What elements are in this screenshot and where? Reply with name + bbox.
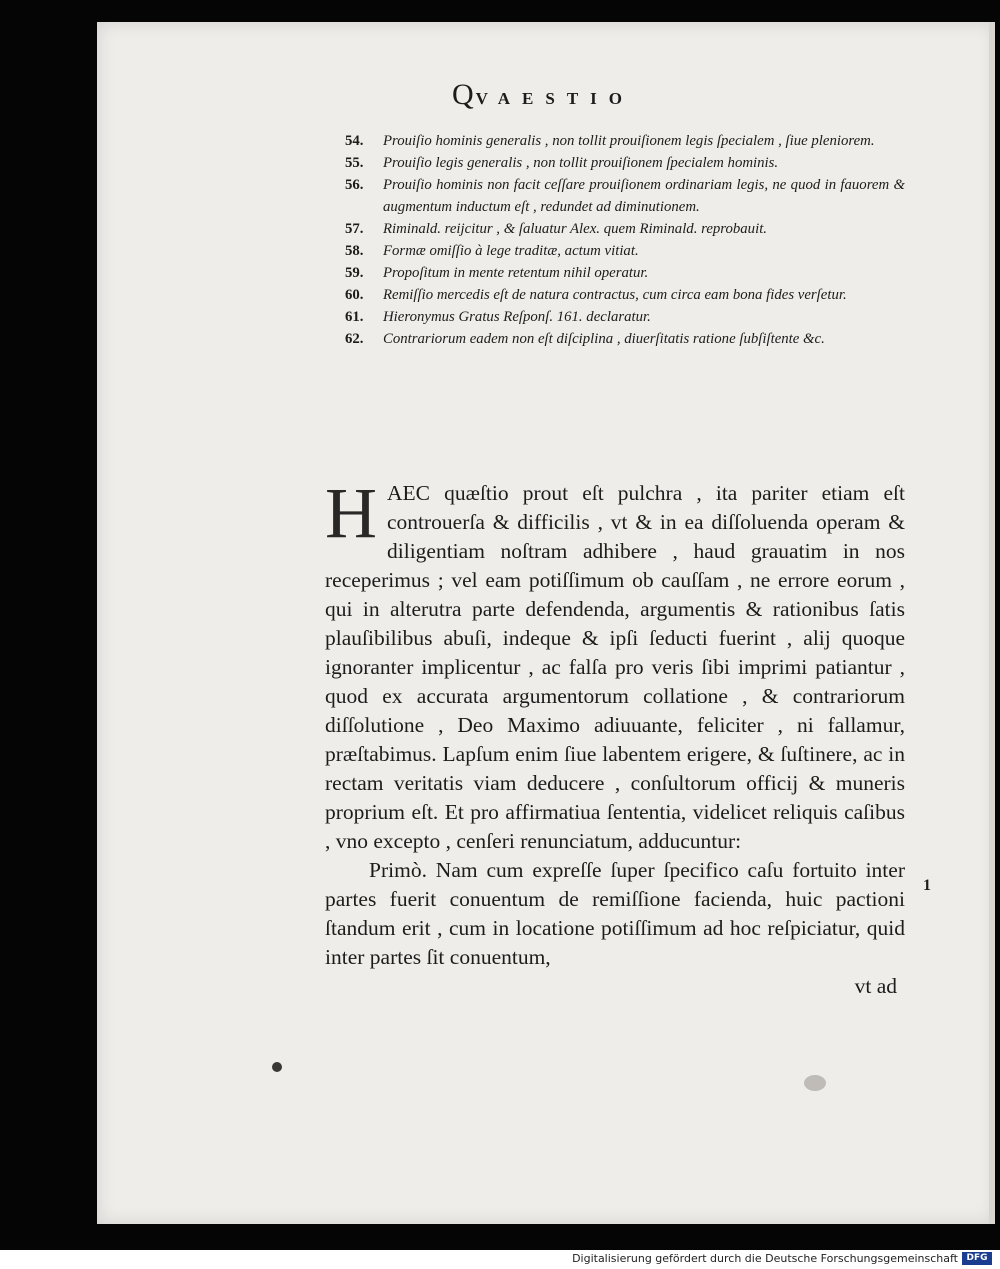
summary-number: 58. xyxy=(345,243,364,259)
running-head xyxy=(452,78,752,111)
summary-text: Hieronymus Gratus Reſponſ. 161. declaratur. xyxy=(383,309,651,325)
drop-cap: H xyxy=(325,473,377,553)
summary-number: 60. xyxy=(345,287,364,303)
paper-stain xyxy=(804,1075,826,1091)
footer-credit: Digitalisierung gefördert durch die Deutsche Forschungsgemeinschaft xyxy=(572,1252,958,1265)
summary-number: 57. xyxy=(345,221,364,237)
paragraph-one xyxy=(325,473,905,856)
ink-blot-ornament xyxy=(272,1062,282,1072)
summary-number: 62. xyxy=(345,331,364,347)
summary-text: Contrariorum eadem non eſt diſciplina , diuerſitatis ratione ſubſiſtente &c. xyxy=(383,331,825,347)
summary-number: 55. xyxy=(345,155,364,171)
summary-item xyxy=(345,328,905,350)
summary-item xyxy=(345,152,905,174)
summary-number: 56. xyxy=(345,177,364,193)
running-head-initial: Q xyxy=(452,78,476,111)
summary-list xyxy=(345,130,905,350)
summary-number: 61. xyxy=(345,309,364,325)
summary-text: Prouiſio hominis generalis , non tollit prouiſionem legis ſpecialem , ſiue pleniorem. xyxy=(383,133,875,149)
summary-item xyxy=(345,240,905,262)
summary-item xyxy=(345,306,905,328)
summary-number: 59. xyxy=(345,265,364,281)
main-text xyxy=(325,473,905,1001)
summary-item xyxy=(345,218,905,240)
catchword: vt ad xyxy=(854,974,897,998)
summary-text: Remiſſio mercedis eſt de natura contractus, cum circa eam bona fides verſetur. xyxy=(383,287,847,303)
paragraph-one-text: AEC quæſtio prout eſt pulchra , ita pariter etiam eſt controuerſa & difficilis , vt & in ea diſſoluenda operam & diligentiam noſtram adhibere , haud grauatim in nos receperimus ; vel eam potiſſimum ob cauſſam , ne errore eorum , qui in alterutra parte defendenda, argumentis & rationibus ſatis plauſibilibus abuſi, indeque & ipſi ſeducti fuerint , alij quoque ignoranter implicentur , ac falſa pro veris ſibi imprimi patiantur , quod ex accurata argumentorum collatione , & contrariorum diſſolutione , Deo Maximo adiuuante, feliciter , ni fallamur, præſtabimus. Lapſum enim ſiue labentem erigere, & ſuſtinere, ac in rectam veritatis viam deducere , conſultorum officij & muneris proprium eſt. Et pro affirmatiua ſententia, videlicet reliquis caſibus , vno excepto , cenſeri renunciatum, adducuntur: xyxy=(325,481,905,853)
summary-text: Riminald. reijcitur , & ſaluatur Alex. quem Riminald. reprobauit. xyxy=(383,221,768,237)
page-edge xyxy=(989,22,995,1224)
dfg-logo-icon: DFG xyxy=(962,1252,992,1265)
summary-item xyxy=(345,174,905,218)
summary-text: Propoſitum in mente retentum nihil operatur. xyxy=(383,265,649,281)
summary-text: Formæ omiſſio à lege traditæ, actum vitiat. xyxy=(383,243,639,259)
book-page xyxy=(97,22,995,1224)
summary-number: 54. xyxy=(345,133,364,149)
paragraph-two: Primò. Nam cum expreſſe ſuper ſpecifico caſu fortuito inter partes fuerit conuentum de remiſſione facienda, huic pactioni ſtandum erit , cum in locatione potiſſimum ad hoc reſpiciatur, quid inter partes ſit conuentum, xyxy=(325,858,905,969)
summary-item xyxy=(345,130,905,152)
summary-text: Prouiſio hominis non facit ceſſare prouiſionem ordinariam legis, ne quod in fauorem & augmentum inductum eſt , redundet ad diminutionem. xyxy=(383,177,905,215)
summary-text: Prouiſio legis generalis , non tollit prouiſionem ſpecialem hominis. xyxy=(383,155,779,171)
summary-item xyxy=(345,262,905,284)
footer-bar xyxy=(0,1250,1000,1269)
summary-item xyxy=(345,284,905,306)
margin-note-number: 1 xyxy=(923,877,931,894)
running-head-rest: VAESTIO xyxy=(475,89,635,108)
